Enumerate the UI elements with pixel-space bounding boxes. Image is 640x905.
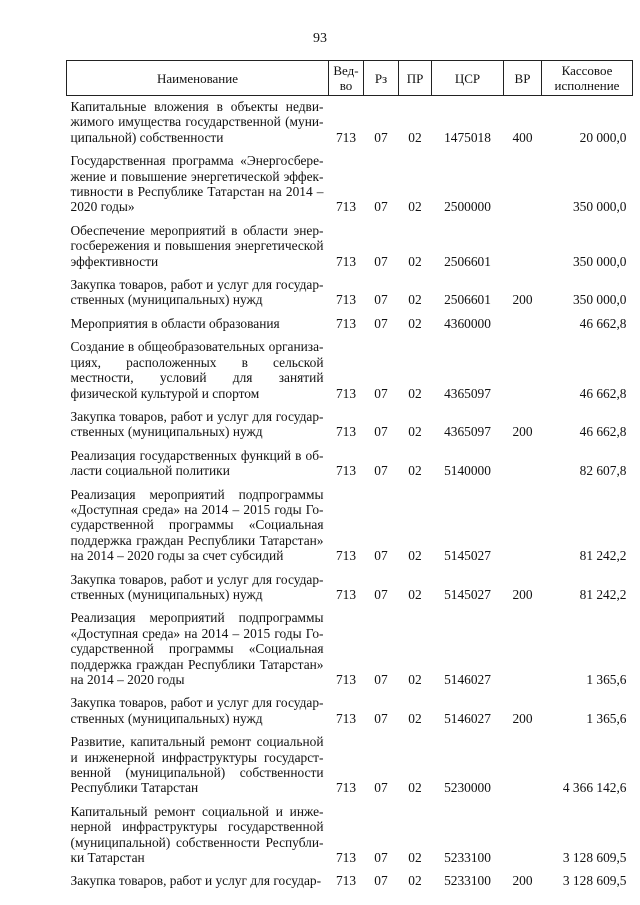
table-row bbox=[67, 870, 633, 893]
row-kas: 81 242,2 bbox=[579, 586, 627, 602]
header-vr: ВР bbox=[504, 61, 542, 96]
header-ved-line2: во bbox=[339, 78, 353, 93]
row-name: Реализация мероприятий подпрограммы «Доступная среда» на 2014 – 2015 годы Го-сударственной программы «Социальная поддержка граждан Республики Татарстан» на 2014 – 2020 годы за счет субсидий bbox=[70, 486, 324, 564]
row-pr: 02 bbox=[408, 672, 422, 687]
row-kas: 350 000,0 bbox=[572, 292, 627, 308]
row-ved: 713 bbox=[335, 129, 357, 145]
row-csr: 2506601 bbox=[444, 253, 491, 269]
row-vr: 200 bbox=[512, 424, 533, 440]
row-kas: 3 128 609,5 bbox=[562, 873, 627, 889]
row-rz: 07 bbox=[374, 292, 388, 308]
row-rz: 07 bbox=[374, 586, 388, 602]
row-csr: 5146027 bbox=[444, 672, 491, 687]
header-kas bbox=[542, 61, 633, 96]
table-row bbox=[67, 445, 633, 484]
header-ved-line1: Вед- bbox=[333, 63, 359, 78]
header-rz: Рз bbox=[364, 61, 399, 96]
table-row bbox=[67, 484, 633, 569]
row-csr: 5146027 bbox=[444, 710, 491, 726]
row-vr bbox=[504, 336, 542, 406]
row-rz: 07 bbox=[374, 385, 388, 401]
row-rz: 07 bbox=[374, 424, 388, 440]
row-pr: 02 bbox=[408, 424, 422, 440]
row-name: Реализация мероприятий подпрограммы «Доступная среда» на 2014 – 2015 годы Го-сударственной программы «Социальная поддержка граждан Республики Татарстан» на 2014 – 2020 годы bbox=[70, 610, 324, 687]
row-ved: 713 bbox=[335, 710, 357, 726]
table-row bbox=[67, 274, 633, 313]
row-vr bbox=[504, 150, 542, 220]
row-kas: 46 662,8 bbox=[579, 385, 627, 401]
row-vr bbox=[504, 801, 542, 871]
row-rz: 07 bbox=[374, 253, 388, 269]
table-row bbox=[67, 220, 633, 274]
row-kas: 81 242,2 bbox=[579, 548, 627, 564]
row-name: Закупка товаров, работ и услуг для государ-ственных (муниципальных) нужд bbox=[70, 277, 324, 308]
row-kas: 4 366 142,6 bbox=[562, 780, 627, 796]
row-vr bbox=[504, 313, 542, 336]
row-csr: 2500000 bbox=[444, 199, 491, 215]
row-rz: 07 bbox=[374, 672, 388, 687]
header-pr: ПР bbox=[399, 61, 432, 96]
row-name: Государственная программа «Энергосбере-жение и повышение энергетической эффек-тивности в Республике Татарстан на 2014 – 2020 годы» bbox=[70, 153, 324, 215]
row-vr: 200 bbox=[512, 710, 533, 726]
table-row bbox=[67, 731, 633, 801]
row-ved: 713 bbox=[335, 548, 357, 564]
row-name: Создание в общеобразовательных организа-циях, расположенных в сельской местности, условий для занятий физической культурой и спортом bbox=[70, 339, 324, 401]
row-csr: 5140000 bbox=[444, 463, 491, 479]
header-ved bbox=[329, 61, 364, 96]
row-rz: 07 bbox=[374, 780, 388, 796]
row-pr: 02 bbox=[408, 873, 422, 889]
row-csr: 2506601 bbox=[444, 292, 491, 308]
row-ved: 713 bbox=[335, 199, 357, 215]
margin-mark bbox=[0, 497, 2, 507]
row-pr: 02 bbox=[408, 586, 422, 602]
row-kas: 46 662,8 bbox=[579, 315, 627, 331]
table-row bbox=[67, 313, 633, 336]
table-row bbox=[67, 150, 633, 220]
row-rz: 07 bbox=[374, 129, 388, 145]
row-ved: 713 bbox=[335, 463, 357, 479]
row-csr: 5145027 bbox=[444, 586, 491, 602]
row-name: Закупка товаров, работ и услуг для государ-ственных (муниципальных) нужд bbox=[70, 408, 324, 440]
row-name: Капитальный ремонт социальной и инже-нерной инфраструктуры государственной (муниципальной) собственности Республи-ки Татарстан bbox=[70, 803, 324, 866]
header-name: Наименование bbox=[67, 61, 329, 96]
row-pr: 02 bbox=[408, 292, 422, 308]
row-vr: 200 bbox=[512, 586, 533, 602]
row-name: Реализация государственных функций в об-ласти социальной политики bbox=[70, 447, 324, 479]
row-name: Закупка товаров, работ и услуг для государ-ственных (муниципальных) нужд bbox=[70, 695, 324, 726]
row-kas: 20 000,0 bbox=[579, 129, 627, 145]
row-name: Развитие, капитальный ремонт социальной и инженерной инфраструктуры государст-венной (муниципальной) собственности Республики Татарстан bbox=[70, 734, 324, 796]
table-body bbox=[67, 96, 633, 894]
row-rz: 07 bbox=[374, 548, 388, 564]
row-vr bbox=[504, 731, 542, 801]
budget-table-container bbox=[66, 60, 632, 894]
table-row bbox=[67, 406, 633, 445]
row-kas: 3 128 609,5 bbox=[562, 850, 627, 866]
row-name: Закупка товаров, работ и услуг для государ-ственных (муниципальных) нужд bbox=[70, 571, 324, 602]
row-vr: 200 bbox=[512, 292, 533, 308]
row-pr: 02 bbox=[408, 315, 422, 331]
row-kas: 82 607,8 bbox=[579, 463, 627, 479]
row-ved: 713 bbox=[335, 873, 357, 889]
row-ved: 713 bbox=[335, 253, 357, 269]
row-csr: 5233100 bbox=[444, 873, 491, 889]
row-pr: 02 bbox=[408, 710, 422, 726]
row-rz: 07 bbox=[374, 463, 388, 479]
row-vr bbox=[504, 445, 542, 484]
row-pr: 02 bbox=[408, 780, 422, 796]
row-csr: 4360000 bbox=[444, 315, 491, 331]
row-ved: 713 bbox=[335, 850, 357, 866]
header-csr: ЦСР bbox=[432, 61, 504, 96]
row-vr: 200 bbox=[512, 873, 533, 889]
row-csr: 5233100 bbox=[444, 850, 491, 866]
budget-table bbox=[66, 60, 633, 894]
row-vr bbox=[504, 220, 542, 274]
row-name: Закупка товаров, работ и услуг для государ- bbox=[70, 873, 322, 889]
row-kas: 1 365,6 bbox=[586, 710, 627, 726]
row-rz: 07 bbox=[374, 710, 388, 726]
row-csr: 1475018 bbox=[444, 129, 491, 145]
row-kas: 350 000,0 bbox=[572, 253, 627, 269]
row-pr: 02 bbox=[408, 129, 422, 145]
header-kas-line1: Кассовое bbox=[561, 63, 613, 78]
row-kas: 350 000,0 bbox=[572, 199, 627, 215]
table-row bbox=[67, 607, 633, 692]
row-ved: 713 bbox=[335, 780, 357, 796]
row-kas: 1 365,6 bbox=[586, 672, 627, 687]
row-rz: 07 bbox=[374, 873, 388, 889]
row-ved: 713 bbox=[335, 424, 357, 440]
row-pr: 02 bbox=[408, 548, 422, 564]
table-row bbox=[67, 336, 633, 406]
row-vr bbox=[504, 484, 542, 569]
table-header bbox=[67, 61, 633, 96]
table-row bbox=[67, 96, 633, 151]
row-csr: 5145027 bbox=[444, 548, 491, 564]
row-ved: 713 bbox=[335, 586, 357, 602]
row-csr: 4365097 bbox=[444, 424, 491, 440]
row-csr: 4365097 bbox=[444, 385, 491, 401]
row-name: Мероприятия в области образования bbox=[70, 315, 280, 331]
row-rz: 07 bbox=[374, 315, 388, 331]
row-rz: 07 bbox=[374, 199, 388, 215]
row-vr: 400 bbox=[512, 129, 533, 145]
row-kas: 46 662,8 bbox=[579, 424, 627, 440]
row-ved: 713 bbox=[335, 385, 357, 401]
row-pr: 02 bbox=[408, 253, 422, 269]
row-ved: 713 bbox=[335, 315, 357, 331]
row-vr bbox=[504, 607, 542, 692]
table-row bbox=[67, 692, 633, 731]
header-kas-line2: исполнение bbox=[554, 78, 620, 93]
row-ved: 713 bbox=[335, 292, 357, 308]
row-rz: 07 bbox=[374, 850, 388, 866]
row-pr: 02 bbox=[408, 199, 422, 215]
row-name: Капитальные вложения в объекты недви-жимого имущества государственной (муни-ципальной) собственности bbox=[70, 99, 324, 145]
table-row bbox=[67, 569, 633, 608]
page-number: 93 bbox=[313, 31, 327, 46]
row-name: Обеспечение мероприятий в области энер-госбережения и повышения энергетической эффективности bbox=[70, 222, 324, 269]
row-pr: 02 bbox=[408, 850, 422, 866]
row-ved: 713 bbox=[335, 672, 357, 687]
row-pr: 02 bbox=[408, 463, 422, 479]
table-row bbox=[67, 801, 633, 871]
row-csr: 5230000 bbox=[444, 780, 491, 796]
row-pr: 02 bbox=[408, 385, 422, 401]
